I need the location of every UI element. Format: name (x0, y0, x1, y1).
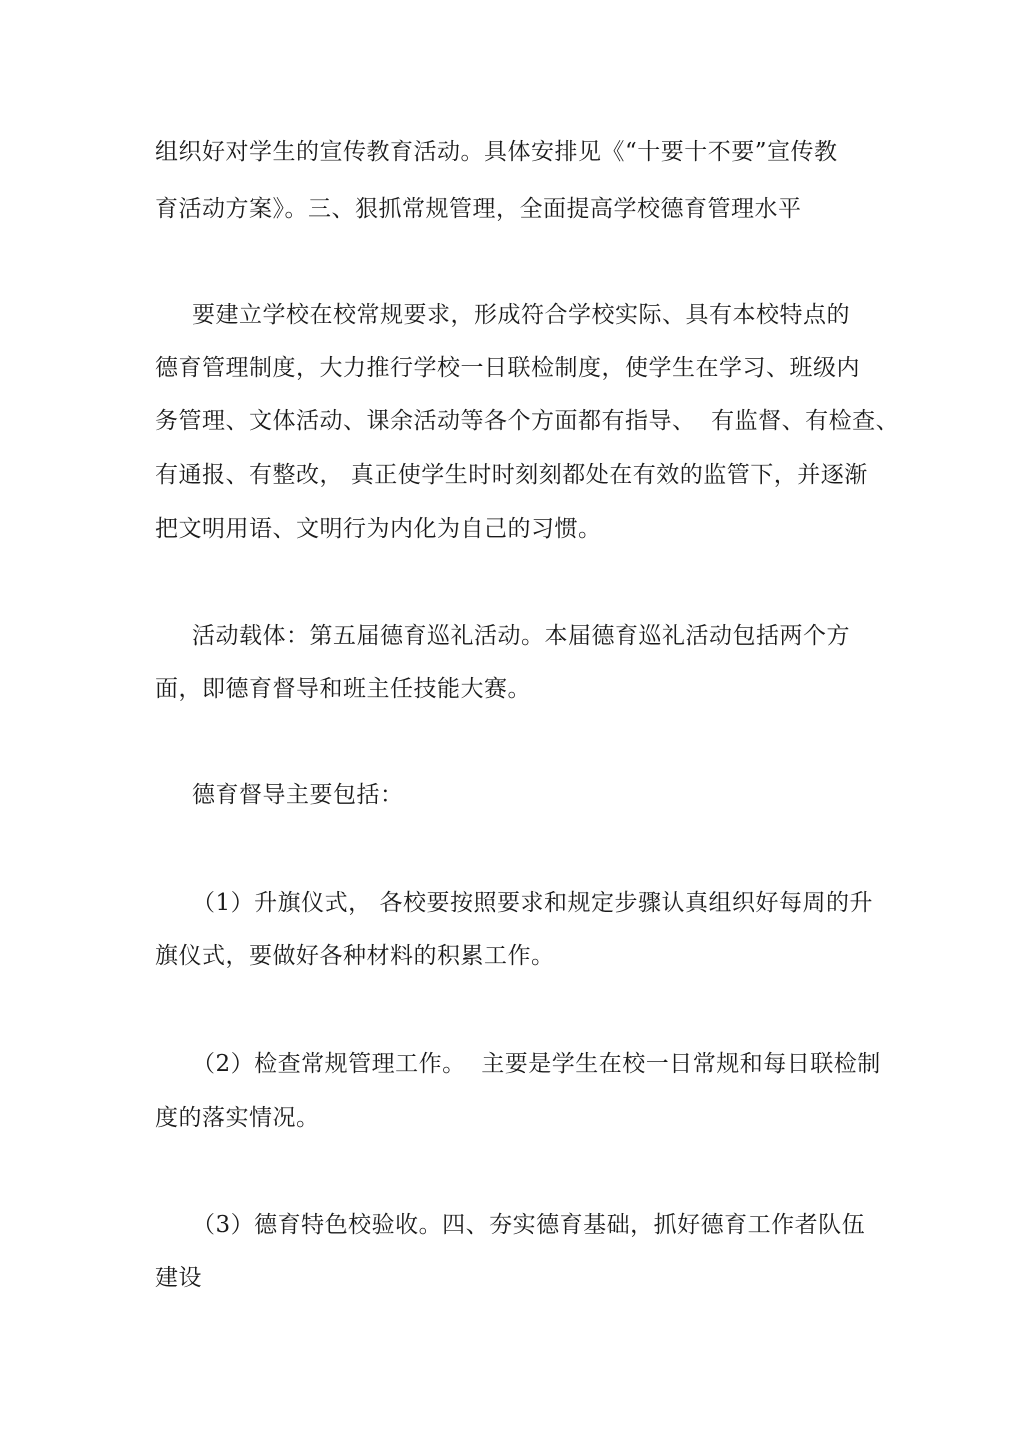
paragraph-first-line: 德育督导主要包括： (192, 782, 404, 808)
text-line: 建设 (155, 1265, 202, 1291)
text-line: 组织好对学生的宣传教育活动。具体安排见《“十要十不要”宣传教 (155, 139, 838, 165)
list-item-first-line: （3）德育特色校验收。四、夯实德育基础，抓好德育工作者队伍 (192, 1212, 866, 1238)
text-line: 度的落实情况。 (155, 1105, 320, 1131)
paragraph-first-line: 活动载体：第五届德育巡礼活动。本届德育巡礼活动包括两个方 (192, 623, 850, 649)
text-line: 育活动方案》。三、狠抓常规管理，全面提高学校德育管理水平 (155, 196, 802, 222)
text-line: 务管理、文体活动、课余活动等各个方面都有指导、 有监督、有检查、 (155, 408, 900, 434)
text-line: 面，即德育督导和班主任技能大赛。 (155, 676, 531, 702)
text-line: 把文明用语、文明行为内化为自己的习惯。 (155, 516, 602, 542)
text-line: 有通报、有整改， 真正使学生时时刻刻都处在有效的监管下，并逐渐 (155, 462, 868, 488)
list-item-first-line: （2）检查常规管理工作。 主要是学生在校一日常规和每日联检制 (192, 1051, 881, 1077)
paragraph-first-line: 要建立学校在校常规要求，形成符合学校实际、具有本校特点的 (192, 302, 850, 328)
text-line: 德育管理制度，大力推行学校一日联检制度，使学生在学习、班级内 (155, 355, 860, 381)
list-item-first-line: （1）升旗仪式， 各校要按照要求和规定步骤认真组织好每周的升 (192, 890, 873, 916)
text-line: 旗仪式，要做好各种材料的积累工作。 (155, 943, 555, 969)
